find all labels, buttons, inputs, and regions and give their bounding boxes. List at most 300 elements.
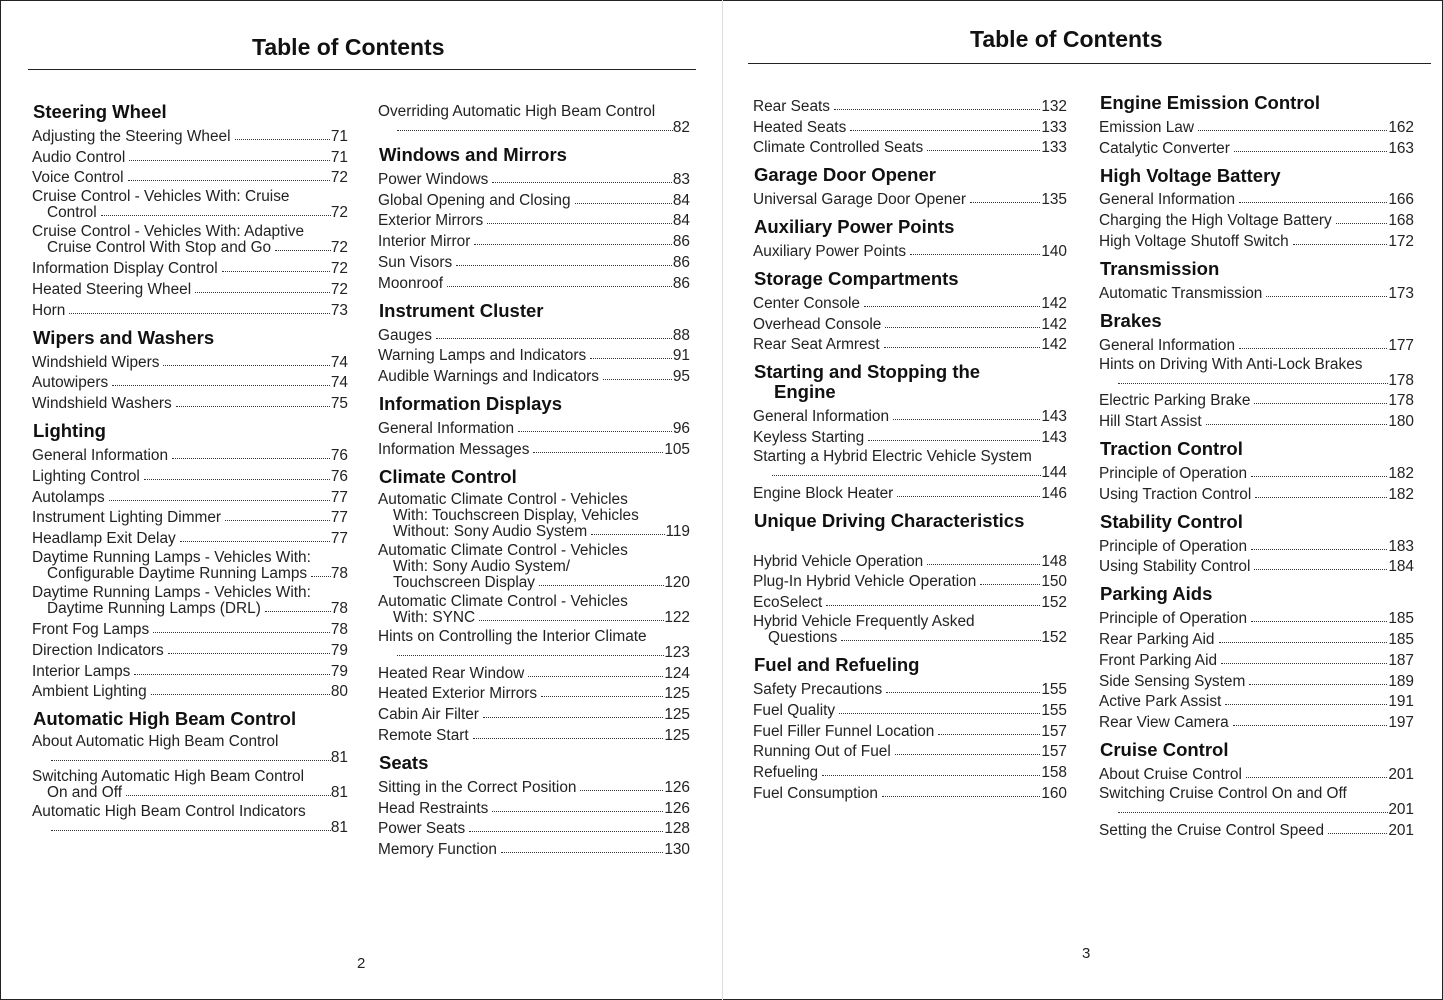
right-page [722, 0, 1443, 1000]
page-ref: 78 [330, 600, 348, 618]
entry-title: Engine Block Heater [753, 484, 894, 502]
page-ref: 77 [330, 488, 348, 506]
toc-entry[interactable] [1099, 188, 1414, 209]
page-ref: 79 [330, 662, 348, 680]
section-heading: Garage Door Opener [754, 164, 936, 186]
dot-leader [882, 796, 1040, 797]
dot-leader [397, 655, 664, 656]
dot-leader [1246, 777, 1387, 778]
toc-entry[interactable] [753, 549, 1067, 570]
toc-entry[interactable] [378, 540, 690, 591]
toc-column-1 [753, 94, 1067, 811]
dot-leader [518, 431, 672, 432]
page-ref: 80 [330, 683, 348, 701]
toc-entry[interactable] [1099, 534, 1414, 555]
toc-entry[interactable] [753, 698, 1067, 719]
entry-title: Using Traction Control [1099, 485, 1252, 503]
dot-leader [590, 358, 672, 359]
toc-entry[interactable] [32, 731, 348, 766]
entry-title: Gauges [378, 326, 432, 344]
entry-title: Side Sensing System [1099, 672, 1246, 690]
dot-leader [101, 215, 331, 216]
toc-entry[interactable] [378, 682, 690, 703]
page-ref: 162 [1388, 118, 1414, 136]
entry-title-cont: Questions [768, 629, 838, 647]
dot-leader [970, 202, 1040, 203]
page-ref: 91 [672, 347, 690, 365]
page-ref: 144 [1041, 463, 1067, 481]
toc-entry[interactable] [753, 760, 1067, 781]
entry-title: Hybrid Vehicle Operation [753, 552, 924, 570]
toc-entry[interactable] [378, 591, 690, 626]
dot-leader [1251, 549, 1387, 550]
toc-entry[interactable] [1099, 783, 1414, 818]
page-ref: 184 [1388, 558, 1414, 576]
entry-title: Rear Parking Aid [1099, 630, 1215, 648]
toc-entry[interactable] [32, 371, 348, 392]
toc-section [1099, 512, 1414, 576]
page-ref: 125 [664, 706, 690, 724]
dot-leader [222, 271, 330, 272]
page-ref: 72 [330, 169, 348, 187]
toc-entry[interactable] [378, 661, 690, 682]
dot-leader [927, 564, 1040, 565]
toc-entry[interactable] [1099, 648, 1414, 669]
dot-leader [397, 130, 673, 131]
toc-entry[interactable] [32, 298, 348, 319]
section-heading: Stability Control [1100, 510, 1243, 532]
dot-leader [1293, 244, 1388, 245]
entry-title: Automatic High Beam Control Indicators [32, 803, 306, 821]
toc-entry[interactable] [32, 256, 348, 277]
entry-title: Remote Start [378, 726, 469, 744]
toc-entry[interactable] [753, 740, 1067, 761]
entry-title: Front Fog Lamps [32, 620, 150, 638]
entry-title: Power Seats [378, 820, 466, 838]
page-ref: 160 [1041, 784, 1067, 802]
toc-entry[interactable] [378, 702, 690, 723]
toc-entry[interactable] [378, 188, 690, 209]
entry-title: Charging the High Voltage Battery [1099, 212, 1332, 230]
page-ref: 125 [664, 726, 690, 744]
dot-leader [1233, 725, 1388, 726]
entry-title: Information Messages [378, 440, 530, 458]
toc-entry[interactable] [753, 333, 1067, 354]
page-ref: 73 [330, 301, 348, 319]
toc-entry[interactable] [1099, 627, 1414, 648]
page-ref: 81 [330, 784, 348, 802]
toc-entry[interactable] [378, 437, 690, 458]
section-heading: Instrument Cluster [379, 299, 544, 321]
page-ref: 146 [1041, 484, 1067, 502]
dot-leader [168, 653, 330, 654]
toc-entry[interactable] [32, 638, 348, 659]
toc-entry[interactable] [1099, 606, 1414, 627]
toc-entry[interactable] [32, 801, 348, 836]
entry-title: Plug-In Hybrid Vehicle Operation [753, 573, 977, 591]
entry-title: Automatic Transmission [1099, 284, 1263, 302]
entry-title-cont: Daytime Running Lamps (DRL) [47, 600, 261, 618]
dot-leader [841, 640, 1041, 641]
dot-leader [172, 458, 330, 459]
toc-entry[interactable] [753, 404, 1067, 425]
entry-title: Automatic Climate Control - Vehicles [378, 592, 628, 610]
page-ref: 77 [330, 509, 348, 527]
entry-title: Catalytic Converter [1099, 139, 1230, 157]
page-ref: 82 [672, 119, 690, 136]
toc-entry[interactable] [1099, 461, 1414, 482]
toc-section [1099, 439, 1414, 503]
dot-leader [1255, 497, 1387, 498]
toc-section [1099, 166, 1414, 250]
dot-leader [129, 160, 330, 161]
toc-entry[interactable] [1099, 409, 1414, 430]
toc-entry[interactable] [753, 187, 1067, 208]
toc-entry[interactable] [378, 271, 690, 292]
dot-leader [275, 250, 331, 251]
entry-title: Audio Control [32, 148, 126, 166]
toc-entry[interactable] [1099, 229, 1414, 250]
toc-section [378, 145, 690, 292]
page-ref: 201 [1388, 821, 1414, 839]
page-ref: 81 [330, 819, 348, 837]
entry-title: Running Out of Fuel [753, 743, 891, 761]
page-ref: 95 [672, 368, 690, 386]
toc-entry[interactable] [378, 626, 690, 661]
toc-entry[interactable] [32, 582, 348, 617]
entry-title: Global Opening and Closing [378, 191, 571, 209]
section-heading: Fuel and Refueling [754, 654, 920, 676]
toc-entry[interactable] [753, 425, 1067, 446]
entry-title: Active Park Assist [1099, 693, 1222, 711]
page-ref: 125 [664, 685, 690, 703]
entry-title: Exterior Mirrors [378, 212, 484, 230]
page-ref: 178 [1388, 371, 1414, 389]
toc-entry[interactable] [753, 590, 1067, 611]
entry-title: Center Console [753, 294, 860, 312]
toc-entry[interactable] [32, 145, 348, 166]
entry-title: General Information [378, 419, 515, 437]
dot-leader [474, 244, 672, 245]
toc-entry[interactable] [32, 506, 348, 527]
dot-leader [195, 292, 330, 293]
entry-title: Using Stability Control [1099, 558, 1251, 576]
toc-entry[interactable] [378, 323, 690, 344]
entry-title: Horn [32, 301, 66, 319]
entry-title: Windshield Washers [32, 395, 172, 413]
toc-entry[interactable] [1099, 555, 1414, 576]
section-heading: Windows and Mirrors [379, 144, 567, 165]
entry-title: Information Display Control [32, 260, 218, 278]
page-ref: 78 [330, 620, 348, 638]
toc-entry[interactable] [32, 617, 348, 638]
dot-leader [487, 223, 672, 224]
dot-leader [492, 811, 663, 812]
entry-title: General Information [1099, 191, 1236, 209]
page-ref: 143 [1041, 408, 1067, 426]
entry-title-cont: With: SYNC [393, 608, 476, 626]
entry-title: Sitting in the Correct Position [378, 778, 577, 796]
toc-entry[interactable] [378, 416, 690, 437]
toc-entry[interactable] [378, 817, 690, 838]
toc-entry[interactable] [32, 547, 348, 582]
section-heading: Lighting [33, 420, 106, 442]
toc-section [753, 511, 1067, 646]
toc-entry[interactable] [32, 186, 348, 221]
page-title: Table of Contents [970, 26, 1163, 52]
dot-leader [51, 760, 331, 761]
entry-title: Adjusting the Steering Wheel [32, 127, 231, 145]
toc-entry[interactable] [1099, 115, 1414, 136]
toc-entry[interactable] [1099, 333, 1414, 354]
section-heading: High Voltage Battery [1100, 164, 1281, 186]
page-ref: 197 [1388, 714, 1414, 732]
page-ref: 166 [1388, 191, 1414, 209]
dot-leader [822, 775, 1040, 776]
toc-entry[interactable] [32, 766, 348, 801]
entry-title: Climate Controlled Seats [753, 139, 924, 157]
page-ref: 150 [1041, 573, 1067, 591]
page-ref: 72 [330, 260, 348, 278]
toc-entry[interactable] [1099, 354, 1414, 389]
toc-entry[interactable] [753, 481, 1067, 502]
toc-entry[interactable] [32, 485, 348, 506]
page-ref: 120 [664, 573, 690, 591]
entry-title: Sun Visors [378, 253, 453, 271]
toc-entry[interactable] [753, 446, 1067, 481]
section-heading: Information Displays [379, 393, 562, 415]
toc-section [1099, 259, 1414, 302]
toc-entry[interactable] [1099, 669, 1414, 690]
toc-section [32, 421, 348, 700]
toc-entry[interactable] [753, 115, 1067, 136]
toc-entry[interactable] [32, 221, 348, 256]
entry-title: About Cruise Control [1099, 765, 1242, 783]
page-number: 3 [1082, 945, 1091, 962]
entry-title: Cruise Control - Vehicles With: Cruise [32, 188, 290, 206]
page-ref: 142 [1041, 315, 1067, 333]
section-heading: Traction Control [1100, 438, 1243, 460]
toc-entry[interactable] [32, 124, 348, 145]
page-ref: 124 [664, 664, 690, 682]
page-ref: 75 [330, 395, 348, 413]
dot-leader [893, 419, 1040, 420]
toc-entry[interactable] [1099, 710, 1414, 731]
dot-leader [1219, 642, 1388, 643]
dot-leader [112, 385, 330, 386]
toc-section [378, 101, 690, 136]
page-ref: 84 [672, 191, 690, 209]
dot-leader [1234, 151, 1387, 152]
toc-entry[interactable] [378, 209, 690, 230]
toc-entry[interactable] [378, 229, 690, 250]
page-ref: 183 [1388, 537, 1414, 555]
toc-entry[interactable] [32, 659, 348, 680]
toc-section [753, 269, 1067, 353]
dot-leader [1254, 569, 1387, 570]
toc-entry[interactable] [378, 837, 690, 858]
toc-section [753, 217, 1067, 260]
toc-entry[interactable] [378, 775, 690, 796]
dot-leader [134, 674, 330, 675]
entry-title: Overhead Console [753, 315, 882, 333]
page-ref: 78 [330, 565, 348, 583]
page-ref: 157 [1041, 743, 1067, 761]
dot-leader [109, 500, 330, 501]
toc-entry[interactable] [32, 277, 348, 298]
page-ref: 157 [1041, 722, 1067, 740]
toc-entry[interactable] [32, 464, 348, 485]
dot-leader [868, 440, 1040, 441]
entry-title: Direction Indicators [32, 641, 164, 659]
dot-leader [479, 620, 664, 621]
toc-section [32, 102, 348, 319]
toc-section [753, 165, 1067, 208]
entry-title: General Information [753, 408, 890, 426]
dot-leader [885, 327, 1040, 328]
entry-title: Switching Cruise Control On and Off [1099, 784, 1347, 802]
toc-column-2 [378, 101, 690, 867]
page-ref: 155 [1041, 680, 1067, 698]
toc-entry[interactable] [1099, 208, 1414, 229]
toc-entry[interactable] [753, 719, 1067, 740]
page-ref: 178 [1388, 392, 1414, 410]
toc-entry[interactable] [378, 723, 690, 744]
toc-entry[interactable] [378, 344, 690, 365]
toc-entry[interactable] [753, 94, 1067, 115]
dot-leader [176, 406, 330, 407]
entry-title: Principle of Operation [1099, 537, 1247, 555]
toc-section [378, 394, 690, 458]
page-ref: 119 [665, 522, 690, 540]
toc-entry[interactable] [753, 291, 1067, 312]
toc-entry[interactable] [753, 239, 1067, 260]
page-ref: 133 [1041, 118, 1067, 136]
toc-entry[interactable] [1099, 281, 1414, 302]
page-ref: 86 [672, 274, 690, 292]
entry-title: Head Restraints [378, 799, 489, 817]
toc-entry[interactable] [753, 611, 1067, 646]
entry-title: Voice Control [32, 169, 124, 187]
page-ref: 81 [330, 749, 348, 767]
dot-leader [126, 795, 331, 796]
page-ref: 79 [330, 641, 348, 659]
page-ref: 76 [330, 446, 348, 464]
toc-entry[interactable] [1099, 762, 1414, 783]
dot-leader [826, 605, 1040, 606]
entry-title: Autolamps [32, 488, 105, 506]
toc-entry[interactable] [32, 443, 348, 464]
page-ref: 72 [330, 239, 348, 257]
toc-entry[interactable] [1099, 482, 1414, 503]
entry-title: Principle of Operation [1099, 464, 1247, 482]
dot-leader [1336, 223, 1388, 224]
dot-leader [1239, 202, 1387, 203]
toc-entry[interactable] [378, 167, 690, 188]
dot-leader [311, 576, 331, 577]
dot-leader [575, 203, 672, 204]
section-heading: Seats [379, 751, 429, 773]
section-heading: Automatic High Beam Control [33, 708, 297, 730]
entry-title: General Information [1099, 336, 1236, 354]
entry-title: Rear View Camera [1099, 714, 1229, 732]
entry-title: Audible Warnings and Indicators [378, 368, 600, 386]
page-ref: 191 [1388, 693, 1414, 711]
page-ref: 74 [330, 353, 348, 371]
entry-title: Autowipers [32, 374, 109, 392]
toc-entry[interactable] [1099, 389, 1414, 410]
toc-section [378, 301, 690, 385]
page-title: Table of Contents [252, 34, 445, 60]
page-ref: 142 [1041, 336, 1067, 354]
entry-title-cont: Control [47, 204, 97, 222]
toc-entry[interactable] [753, 781, 1067, 802]
toc-entry[interactable] [1099, 690, 1414, 711]
page-ref: 72 [330, 280, 348, 298]
entry-title: Fuel Consumption [753, 784, 878, 802]
toc-section [1099, 311, 1414, 430]
dot-leader [1225, 704, 1387, 705]
toc-section [32, 328, 348, 412]
dot-leader [235, 139, 330, 140]
toc-entry[interactable] [753, 312, 1067, 333]
dot-leader [541, 696, 663, 697]
entry-title-cont: Configurable Daytime Running Lamps [47, 565, 308, 583]
toc-entry[interactable] [378, 489, 690, 540]
toc-column-1 [32, 102, 348, 845]
toc-entry[interactable] [753, 677, 1067, 698]
dot-leader [180, 541, 330, 542]
dot-leader [483, 717, 663, 718]
toc-section [378, 467, 690, 744]
toc-entry[interactable] [378, 364, 690, 385]
toc-section [378, 753, 690, 858]
toc-entry[interactable] [378, 250, 690, 271]
entry-title: Universal Garage Door Opener [753, 191, 967, 209]
toc-entry[interactable] [753, 136, 1067, 157]
toc-entry[interactable] [32, 526, 348, 547]
toc-entry[interactable] [1099, 818, 1414, 839]
page-ref: 201 [1388, 765, 1414, 783]
entry-title: Overriding Automatic High Beam Control [378, 103, 656, 120]
dot-leader [265, 611, 331, 612]
toc-entry[interactable] [32, 166, 348, 187]
page-ref: 126 [664, 799, 690, 817]
entry-title: Hints on Driving With Anti-Lock Brakes [1099, 355, 1363, 373]
page-ref: 76 [330, 467, 348, 485]
page-ref: 163 [1388, 139, 1414, 157]
toc-section [32, 709, 348, 836]
entry-title: Rear Seat Armrest [753, 336, 880, 354]
entry-title: Heated Seats [753, 118, 847, 136]
entry-title: Daytime Running Lamps - Vehicles With: [32, 584, 311, 602]
dot-leader [850, 130, 1040, 131]
entry-title-cont: Without: Sony Audio System [393, 522, 588, 540]
toc-entry[interactable] [32, 680, 348, 701]
toc-entry[interactable] [753, 570, 1067, 591]
page-ref: 185 [1388, 610, 1414, 628]
entry-title-cont: Touchscreen Display [393, 573, 536, 591]
toc-entry[interactable] [378, 796, 690, 817]
toc-entry[interactable] [32, 350, 348, 371]
page-ref: 168 [1388, 212, 1414, 230]
toc-entry[interactable] [32, 391, 348, 412]
entry-title: Hints on Controlling the Interior Climate [378, 627, 647, 645]
dot-leader [436, 338, 672, 339]
entry-title: Safety Precautions [753, 680, 883, 698]
toc-entry[interactable] [378, 101, 690, 136]
toc-entry[interactable] [1099, 136, 1414, 157]
